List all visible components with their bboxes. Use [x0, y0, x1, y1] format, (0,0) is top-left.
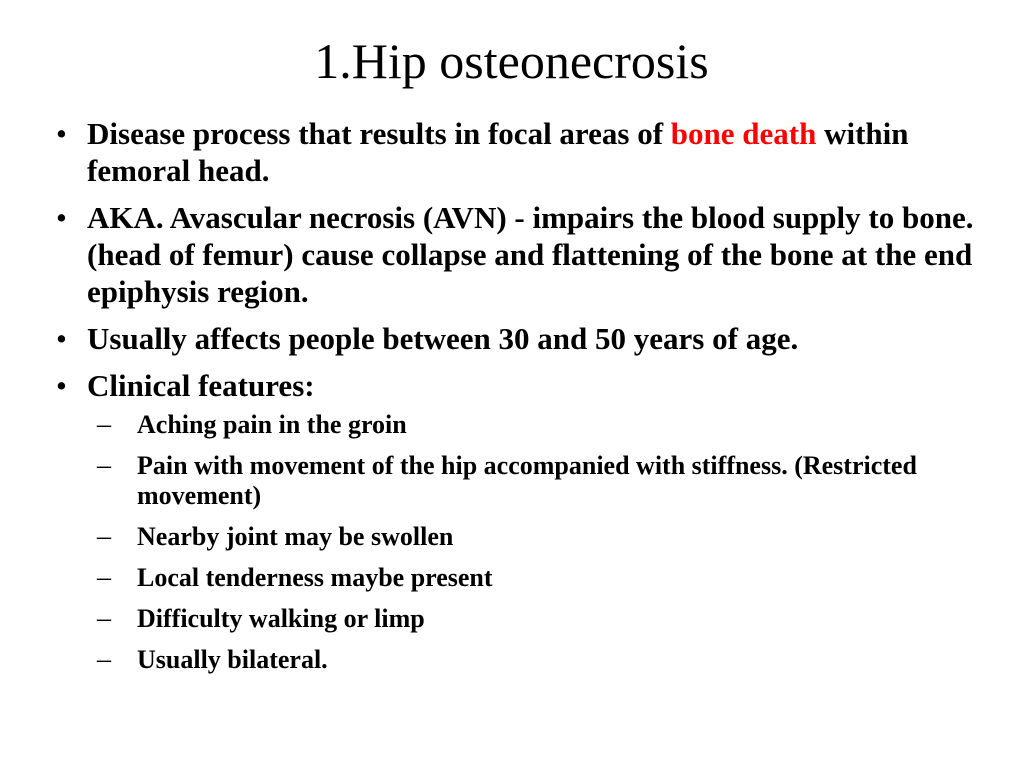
- slide-title: 1.Hip osteonecrosis: [314, 33, 709, 89]
- sub-item-text: Nearby joint may be swollen: [137, 522, 454, 551]
- bullet-text-after: within femoral head.: [87, 116, 909, 188]
- dash-marker: –: [97, 521, 111, 552]
- sub-item: [97, 604, 976, 634]
- bullet-definition: [56, 115, 976, 189]
- dash-marker: –: [97, 603, 111, 634]
- bullet-text: AKA. Avascular necrosis (AVN) - impairs the blood supply to bone.(head of femur) cause collapse and flattening of the bone at the end epiphysis region.: [87, 200, 974, 309]
- bullet-aka: [56, 199, 976, 310]
- bullet-text: Usually affects people between 30 and 50 years of age.: [87, 321, 799, 356]
- sub-item: [97, 563, 976, 593]
- sub-item: [97, 645, 976, 675]
- sub-item-text: Pain with movement of the hip accompanied with stiffness. (Restricted movement): [137, 451, 917, 510]
- dash-marker: –: [97, 450, 111, 481]
- bullet-marker: •: [56, 321, 67, 356]
- bullet-marker: •: [56, 116, 67, 151]
- bullet-age: [56, 320, 976, 357]
- bullet-text: Clinical features:: [87, 368, 315, 403]
- dash-marker: –: [97, 409, 111, 440]
- bullet-clinical-features: [56, 367, 976, 675]
- bullet-list: [56, 115, 976, 686]
- bullet-text-before: Disease process that results in focal areas of: [87, 116, 671, 151]
- dash-marker: –: [97, 644, 111, 675]
- sub-item: [97, 410, 976, 440]
- sub-item: [97, 522, 976, 552]
- bullet-marker: •: [56, 200, 67, 235]
- sub-item: [97, 451, 976, 511]
- dash-marker: –: [97, 562, 111, 593]
- sub-item-text: Usually bilateral.: [137, 645, 328, 674]
- highlight-text: bone death: [670, 116, 817, 151]
- sub-item-text: Aching pain in the groin: [137, 410, 407, 439]
- bullet-marker: •: [56, 368, 67, 403]
- sub-item-text: Difficulty walking or limp: [137, 604, 425, 633]
- clinical-features-list: [87, 410, 976, 675]
- sub-item-text: Local tenderness maybe present: [137, 563, 493, 592]
